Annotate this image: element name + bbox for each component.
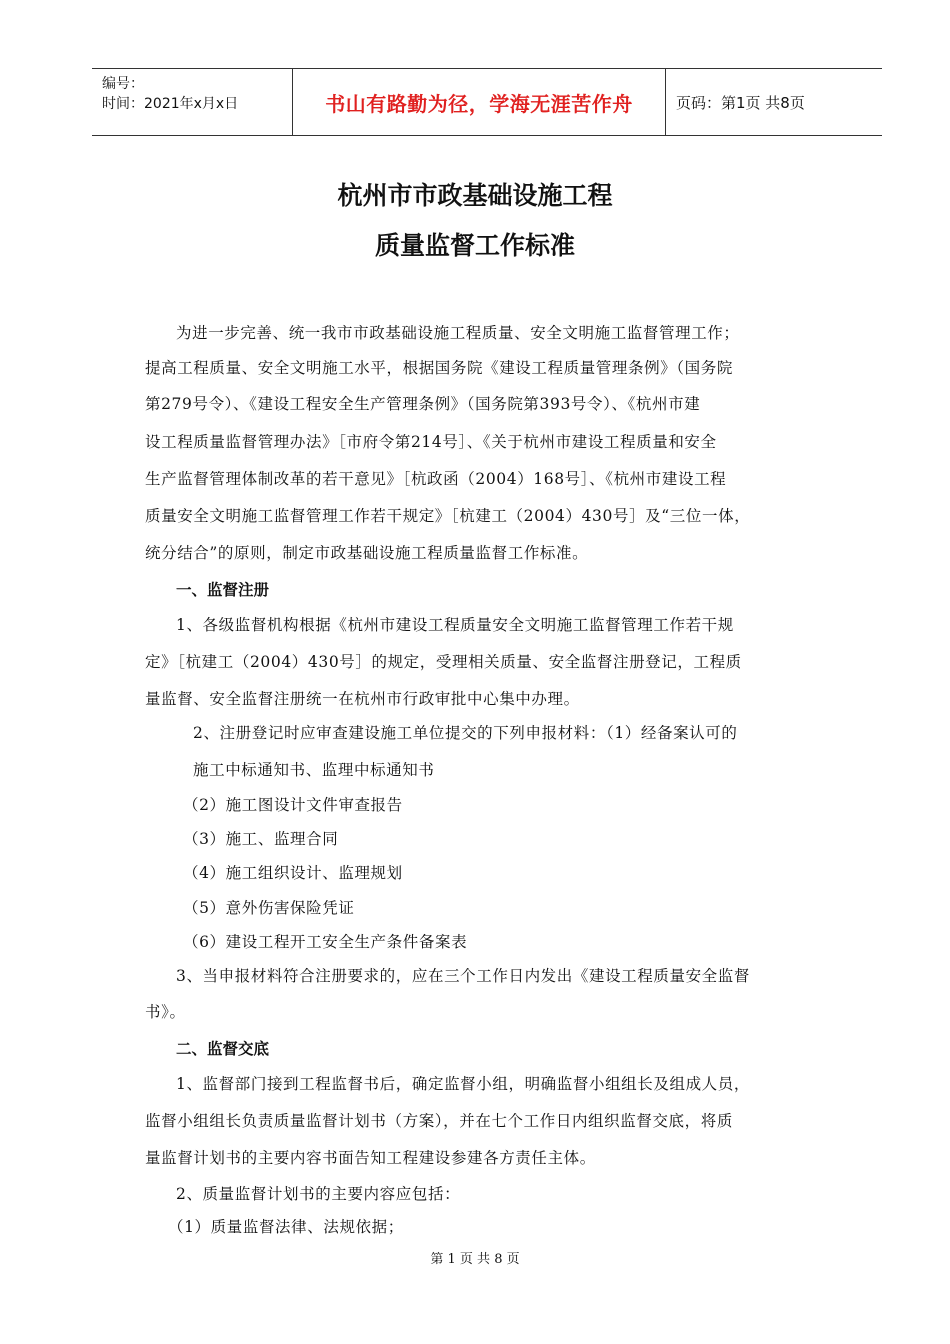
- page-footer: 第 1 页 共 8 页: [430, 1252, 520, 1267]
- document-number-label: 编号：: [102, 76, 144, 92]
- paragraph-line: 1、各级监督机构根据《杭州市建设工程质量安全文明施工监督管理工作若干规: [176, 616, 734, 634]
- section-heading-briefing: 二、监督交底: [176, 1040, 270, 1058]
- list-item: （1）质量监督法律、法规依据；: [168, 1218, 404, 1236]
- paragraph-line: 定》［杭建工（2004）430号］的规定，受理相关质量、安全监督注册登记，工程质: [145, 653, 742, 671]
- paragraph-line: 2、质量监督计划书的主要内容应包括：: [176, 1185, 461, 1203]
- intro-line: 第279号令）、《建设工程安全生产管理条例》（国务院第393号令）、《杭州市建: [145, 395, 701, 413]
- intro-line: 提高工程质量、安全文明施工水平，根据国务院《建设工程质量管理条例》（国务院: [145, 359, 733, 377]
- list-item: （5）意外伤害保险凭证: [183, 899, 355, 917]
- document-time-label: 时间：2021年x月x日: [102, 96, 239, 112]
- paragraph-line: 施工中标通知书、监理中标通知书: [193, 761, 435, 779]
- header-page-number: 页码：第1页 共8页: [676, 93, 805, 112]
- intro-line: 质量安全文明施工监督管理工作若干规定》［杭建工（2004）430号］及“三位一体，: [145, 507, 751, 525]
- intro-line: 统分结合”的原则，制定市政基础设施工程质量监督工作标准。: [145, 544, 589, 562]
- section-heading-registration: 一、监督注册: [176, 581, 270, 599]
- header-motto: 书山有路勤为径，学海无涯苦作舟: [293, 69, 666, 135]
- paragraph-line: 3、当申报材料符合注册要求的，应在三个工作日内发出《建设工程质量安全监督: [176, 967, 750, 985]
- list-item: （2）施工图设计文件审查报告: [183, 796, 403, 814]
- intro-line: 为进一步完善、统一我市市政基础设施工程质量、安全文明施工监督管理工作；: [176, 324, 740, 342]
- paragraph-line: 书》。: [145, 1003, 186, 1021]
- intro-line: 设工程质量监督管理办法》［市府令第214号］、《关于杭州市建设工程质量和安全: [145, 433, 717, 451]
- list-item: （6）建设工程开工安全生产条件备案表: [183, 933, 468, 951]
- paragraph-line: 1、监督部门接到工程监督书后，确定监督小组，明确监督小组组长及组成人员，: [176, 1075, 750, 1093]
- document-title-line2: 质量监督工作标准: [374, 231, 575, 260]
- list-item: （3）施工、监理合同: [183, 830, 339, 848]
- intro-line: 生产监督管理体制改革的若干意见》［杭政函（2004）168号］、《杭州市建设工程: [145, 470, 727, 488]
- paragraph-line: 量监督计划书的主要内容书面告知工程建设参建各方责任主体。: [145, 1149, 596, 1167]
- header-info-cell: [92, 69, 293, 135]
- list-item: （4）施工组织设计、监理规划: [183, 864, 403, 882]
- paragraph-line: 量监督、安全监督注册统一在杭州市行政审批中心集中办理。: [145, 690, 580, 708]
- paragraph-line: 监督小组组长负责质量监督计划书（方案），并在七个工作日内组织监督交底，将质: [145, 1112, 733, 1130]
- header-table: [92, 68, 882, 136]
- paragraph-line: 2、注册登记时应审查建设施工单位提交的下列申报材料：（1）经备案认可的: [193, 724, 738, 742]
- document-title-line1: 杭州市市政基础设施工程: [337, 181, 613, 210]
